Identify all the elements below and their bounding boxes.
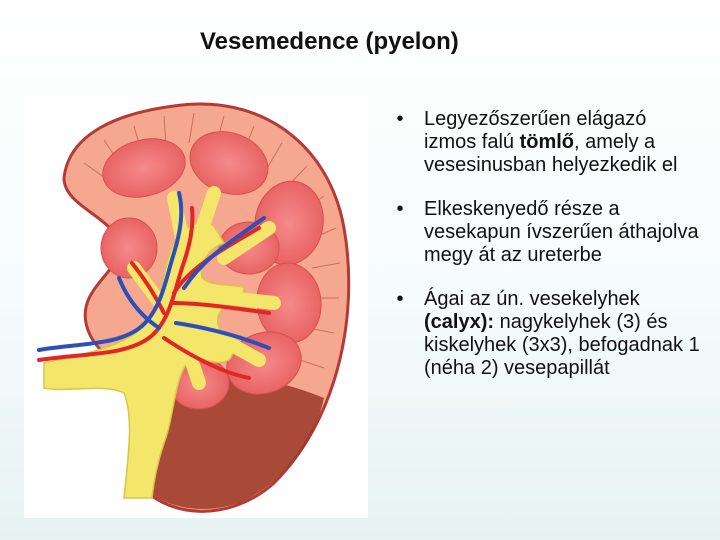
bullet-text: nagykelyhek (3) és kiskelyhek (3x3), befogadnak 1 (néha 2) vesepapillát: [424, 311, 700, 379]
bullet-list: [393, 108, 703, 401]
bullet-bold-term: (calyx):: [424, 311, 495, 333]
slide-title: Vesemedence (pyelon): [200, 28, 459, 55]
kidney-illustration: [24, 98, 368, 518]
bullet-marker: •: [396, 108, 404, 130]
bullet-marker: •: [396, 288, 404, 310]
bullet-item: [393, 288, 703, 380]
bullet-item: [393, 198, 703, 267]
bullet-bold-term: tömlő: [519, 131, 575, 153]
bullet-marker: •: [396, 198, 404, 220]
bullet-text: Elkeskenyedő része a vesekapun ívszerűen áthajolva megy át az ureterbe: [424, 198, 699, 266]
bullet-text: Ágai az ún. vesekelyhek: [424, 288, 640, 310]
bullet-item: [393, 108, 703, 177]
bullet-text: Legyezőszerűen elágazó izmos falú: [424, 108, 647, 153]
bullet-text: , amely a vesesinusban helyezkedik el: [424, 131, 678, 176]
kidney-cross-section-image: [24, 98, 368, 518]
